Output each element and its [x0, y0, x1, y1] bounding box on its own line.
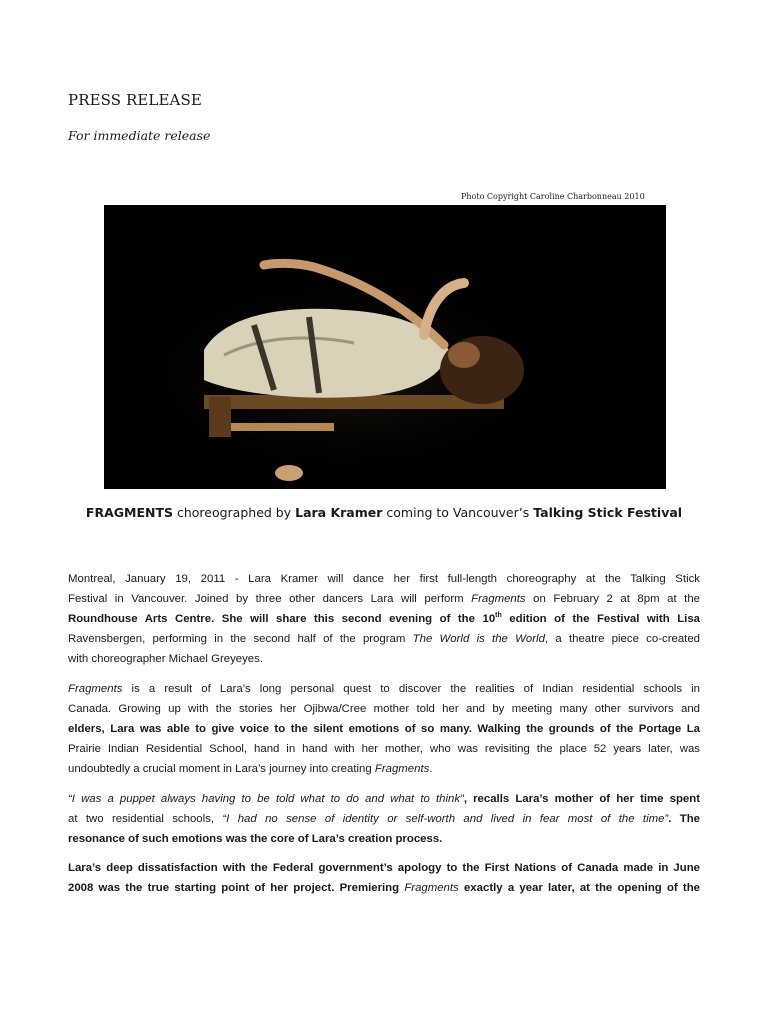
paragraph-2: Fragments is a result of Lara’s long personal quest to discover the realities of Indian residential schools in Canada. Growing up with the stories her Ojibwa/Cree mother told her and by meeting many other survivors and elders, Lara was able to give voice to the silent emotions of so many. Walking the grounds of the Portage La Prairie Indian Residential School, hand in hand with her mother, who was revisiting the place 52 years later, was undoubtedly a crucial moment in Lara’s journey into creating Fragments.: [68, 683, 700, 775]
bench-leg: [209, 397, 231, 437]
foot-glint: [275, 465, 303, 481]
bench-edge: [224, 423, 334, 431]
paragraph-1: Montreal, January 19, 2011 - Lara Kramer will dance her first full-length choreography at the Talking Stick Festival in Vancouver. Joined by three other dancers Lara will perform Fragments on February 2 at 8pm at the Roundhouse Arts Centre. She will share this second evening of the 10th edition of the Festival with Lisa Ravensbergen, performing in the second half of the program The World is the World, a theatre piece co-created with choreographer Michael Greyeyes.: [68, 573, 700, 665]
page-subtitle: For immediate release: [68, 128, 211, 143]
photo-credit: Photo Copyright Caroline Charbonneau 2010: [461, 192, 645, 201]
dancer-photo: [104, 205, 666, 489]
headline: FRAGMENTS choreographed by Lara Kramer coming to Vancouver’s Talking Stick Festival: [85, 505, 683, 520]
paragraph-3: “I was a puppet always having to be told what to do and what to think”, recalls Lara’s mother of her time spent at two residential schools, “I had no sense of identity or self-worth and lived in fear most of the time”. The resonance of such emotions was the core of Lara’s creation process.: [68, 793, 700, 845]
paragraph-4: Lara’s deep dissatisfaction with the Federal government’s apology to the First Nations of Canada made in June 2008 was the true starting point of her project. Premiering Fragments exactly a year later, at the opening of the: [68, 862, 700, 894]
page-title: PRESS RELEASE: [68, 91, 202, 109]
dancer-photo-illustration: [104, 205, 666, 489]
